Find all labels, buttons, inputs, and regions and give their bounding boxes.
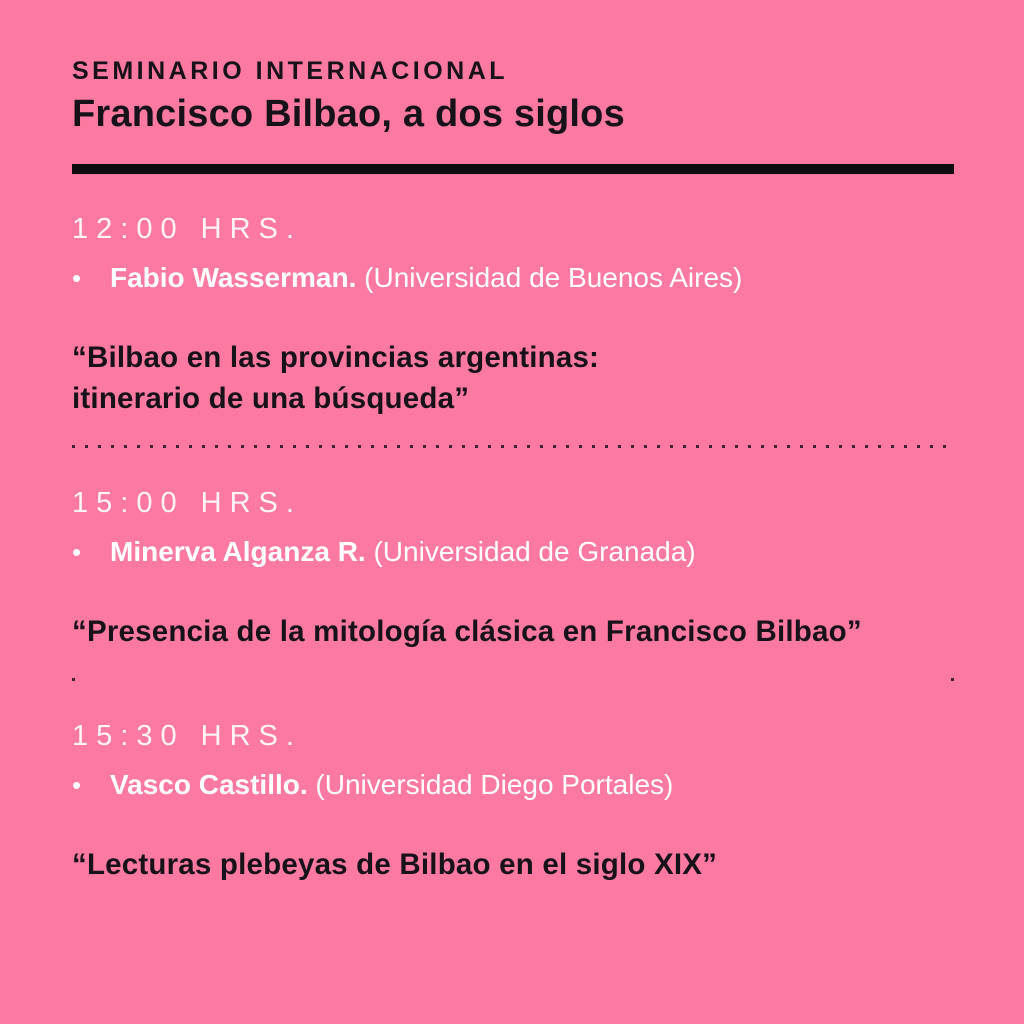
seminar-kicker: SEMINARIO INTERNACIONAL (72, 57, 509, 85)
speaker-affiliation: (Universidad de Buenos Aires) (364, 262, 743, 293)
session-time: 12:00 HRS. (72, 213, 302, 245)
talk-title-line: “Lecturas plebeyas de Bilbao en el siglo XIX” (72, 848, 718, 881)
speaker-affiliation: (Universidad Diego Portales) (315, 769, 674, 800)
session-divider-full (72, 445, 954, 448)
bullet-icon: • (72, 770, 82, 800)
session (72, 212, 954, 448)
speaker-affiliation: (Universidad de Granada) (373, 536, 696, 567)
session (72, 719, 954, 885)
speaker-row (72, 535, 954, 569)
speaker-row (72, 768, 954, 802)
poster-header (72, 56, 954, 174)
talk-title (72, 844, 954, 885)
talk-title-line: “Presencia de la mitología clásica en Francisco Bilbao” (72, 615, 862, 648)
speaker-name: Fabio Wasserman. (110, 262, 365, 293)
session-divider-ends (72, 678, 954, 681)
talk-title-line: itinerario de una búsqueda” (72, 382, 470, 415)
seminar-title: Francisco Bilbao, a dos siglos (72, 93, 625, 135)
talk-title-line: “Bilbao en las provincias argentinas: (72, 341, 600, 374)
title-rule (72, 164, 954, 174)
speaker-name: Vasco Castillo. (110, 769, 316, 800)
session (72, 486, 954, 681)
session-list (72, 212, 954, 885)
speaker-name: Minerva Alganza R. (110, 536, 374, 567)
bullet-icon: • (72, 537, 82, 567)
bullet-icon: • (72, 263, 82, 293)
talk-title (72, 611, 954, 652)
talk-title (72, 337, 954, 419)
speaker-row (72, 261, 954, 295)
session-time: 15:00 HRS. (72, 487, 302, 519)
session-time: 15:30 HRS. (72, 720, 302, 752)
